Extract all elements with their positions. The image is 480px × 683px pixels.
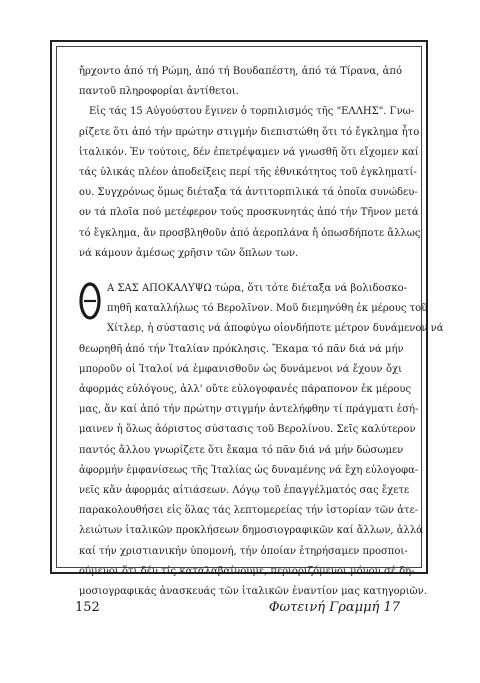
text-line: ον τά πλοῖα πού μετέφερον τούς προσκυνητάς ἀπό τήν Τῆνον μετά: [79, 207, 419, 219]
text-line: ου. Συγχρόνως ὅμως διέταξα τά ἀντιτορπιλικά τά ὁποῖα συνώδευ-: [79, 187, 418, 199]
text-line: ἀφορμήν ἐμφανίσεως τῆς Ἰταλίας ὡς δυναμένης νά ἔχη εὐλογοφα-: [79, 464, 419, 476]
text-line: τό ἔγκλημα, ἄν προσβληθοῦν ἀπό ἀεροπλάνα ἤ ὁπωσδήποτε ἄλλως: [79, 227, 421, 239]
text-line: νά κάμουν ἀμέσως χρῆσιν τῶν ὅπλων των.: [79, 247, 299, 259]
dropcap-letter: Θ: [79, 281, 80, 283]
dropcap-theta: [79, 281, 101, 321]
paragraph-3: [79, 279, 444, 602]
text-line: μαινεν ἡ ὅλως ἀόριστος σύστασις τοῦ Βερολίνου. Σεῖς καλύτερον: [79, 424, 416, 436]
text-line: παντοῦ πληροφορίαι ἀντίθετοι.: [79, 86, 239, 98]
text-line: ἀφορμάς εὐλόγους, ἀλλ' οὔτε εὐλογοφανές πάραπονον ἐκ μέρους: [79, 384, 412, 396]
text-line: Χίτλερ, ἡ σύστασις νά ἀποφύγω οἱονδήποτε μέτρον δυνάμενον νά: [107, 323, 444, 335]
text-line: παρακολουθήσει εἰς ὅλας τάς λεπτομερείας τήν ἱστορίαν τῶν ἀτε-: [79, 505, 419, 517]
text-line: παντός ἄλλου γνωρίζετε ὅτι ἔκαμα τό πᾶν διά νά μήν δώσωμεν: [79, 444, 404, 456]
text-line: τάς ὑλικάς πλέον ἀποδείξεις περί τῆς ἐθνικότητος τοῦ ἐγκληματί-: [79, 167, 417, 179]
page-footer: [75, 600, 400, 620]
paragraph-2: [79, 102, 421, 264]
page-number: 152: [75, 600, 100, 615]
text-line: λειώτων ἰταλικῶν προκλήσεων δημοσιογραφικῶν καί ἄλλων, ἀλλά: [79, 525, 423, 537]
text-line: Εἰς τάς 15 Αὐγούστου ἔγινεν ὁ τορπιλισμός τῆς "ΕΛΛΗΣ". Γνω-: [89, 106, 415, 118]
text-line: ρίζετε ὅτι ἀπό τήν πρώτην στιγμήν διεπιστώθη ὅτι τό ἔγκλημα ἦτο: [79, 126, 420, 138]
running-title: Φωτεινή Γραμμή 17: [268, 600, 400, 615]
text-line: ἰταλικόν. Ἐν τούτοις, δέν ἐπετρέψαμεν νά γνωσθῆ ὅτι εἴχομεν καί: [79, 146, 419, 158]
text-line: νεῖς κἄν ἀφορμάς αἰτιάσεων. Λόγῳ τοῦ ἐπαγγέλματός σας ἔχετε: [79, 485, 410, 497]
paragraph-1: [79, 62, 402, 102]
text-body: [79, 62, 444, 602]
text-line: ἤρχοντο ἀπό τή Ρώμη, ἀπό τή Βουδαπέστη, ἀπό τά Τίρανα, ἀπό: [79, 66, 402, 77]
text-line: καί τήν χριστιανικήν ὑπομονή, τήν ὁποίαν ἐτηρήσαμεν προσποι-: [79, 545, 408, 557]
text-line: πηθῆ καταλλήλως τό Βερολῖνον. Μοῦ διεμηνύθη ἐκ μέρους τοῦ: [107, 303, 428, 315]
text-line: μποροῦν οἱ Ἰταλοί νά ἐμφανισθοῦν ὡς δυνάμενοι νά ἔχουν ὄχι: [79, 363, 402, 375]
text-line: θεωρηθῆ ἀπό τήν Ἰταλίαν πρόκλησις. Ἔκαμα τό πᾶν διά νά μήν: [79, 343, 404, 355]
text-line: Α ΣΑΣ ΑΠΟΚΑΛΥΨΩ τώρα, ὅτι τότε διέταξα νά βολιδοσκο-: [107, 283, 408, 295]
text-line: μοσιογραφικάς ἀνασκευάς τῶν ἰταλικῶν ἐναντίον μας κατηγοριῶν.: [79, 586, 427, 598]
text-line: ούμενοι ὅτι δέν τίς καταλαβαίνουμε, περιοριζόμενοι μόνον σέ δη-: [79, 565, 415, 577]
section-gap: [79, 264, 402, 279]
text-line: μας, ἄν καί ἀπό τήν πρώτην στιγμήν ἀντελήφθην τί πράγματι ἐσή-: [79, 404, 419, 416]
